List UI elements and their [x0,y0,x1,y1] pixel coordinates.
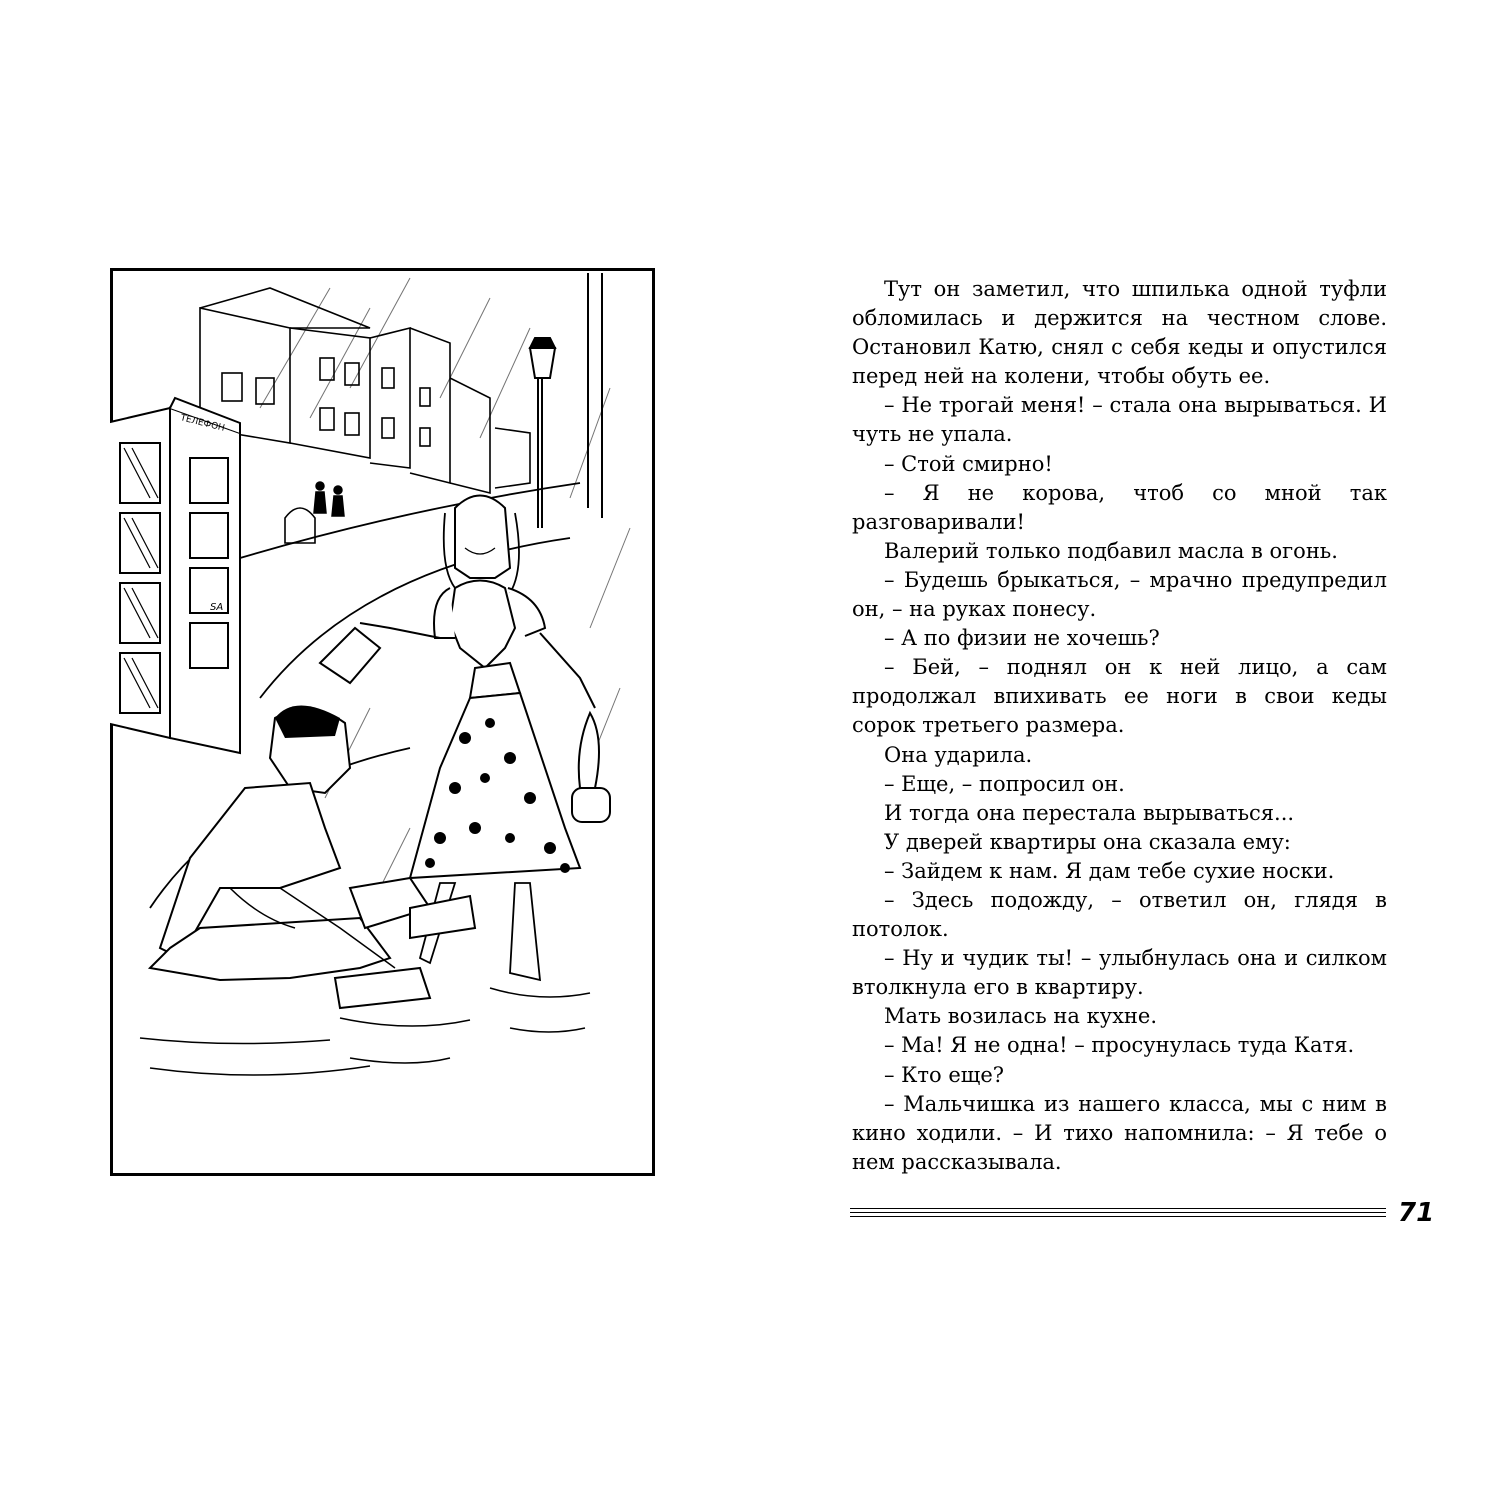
text-column [852,275,1387,1177]
paragraph: – Бей, – поднял он к ней лицо, а сам продолжал впихивать ее ноги в свои кеды сорок третьего размера. [852,655,1387,738]
paragraph: – Ну и чудик ты! – улыбнулась она и силком втолкнула его в квартиру. [852,946,1387,1000]
paragraph: У дверей квартиры она сказала ему: [884,829,1291,854]
paragraph: – Кто еще? [884,1062,1005,1087]
phone-booth [110,398,240,753]
paragraph: Мать возилась на кухне. [884,1004,1158,1029]
paragraph: – А по физии не хочешь? [884,626,1160,651]
paragraph: – Зайдем к нам. Я дам тебе сухие носки. [884,858,1335,883]
paragraph: Она ударила. [884,742,1033,767]
paragraph: – Не трогай меня! – стала она вырываться. И чуть не упала. [852,393,1387,447]
paragraph: Валерий только подбавил масла в огонь. [884,538,1338,563]
illustration [110,268,655,1176]
paragraph: Тут он заметил, что шпилька одной туфли обломилась и держится на честном слове. Остановил Катю, снял с себя кеды и опустился перед ней на колени, чтобы обуть ее. [852,277,1387,389]
illustration-drawing [110,268,655,1176]
paragraph: – Еще, – попросил он. [884,771,1125,796]
footer-rule [850,1208,1386,1220]
booth-mark: SA [210,602,224,613]
paragraph: – Будешь брыкаться, – мрачно предупредил он, – на руках понесу. [852,567,1387,622]
page-number: 71 [1398,1198,1435,1228]
booth-sign: ТЕЛЕФОН [179,413,226,434]
paragraph: – Стой смирно! [884,451,1053,476]
paragraph: – Здесь подожду, – ответил он, глядя в потолок. [852,887,1387,942]
paragraph: – Я не корова, чтоб со мной так разговаривали! [852,480,1387,534]
paragraph: И тогда она перестала вырываться... [884,800,1295,825]
paragraph: – Мальчишка из нашего класса, мы с ним в кино ходили. – И тихо напомнила: – Я тебе о нем рассказывала. [852,1091,1387,1174]
paragraph: – Ма! Я не одна! – просунулась туда Катя. [884,1033,1355,1058]
